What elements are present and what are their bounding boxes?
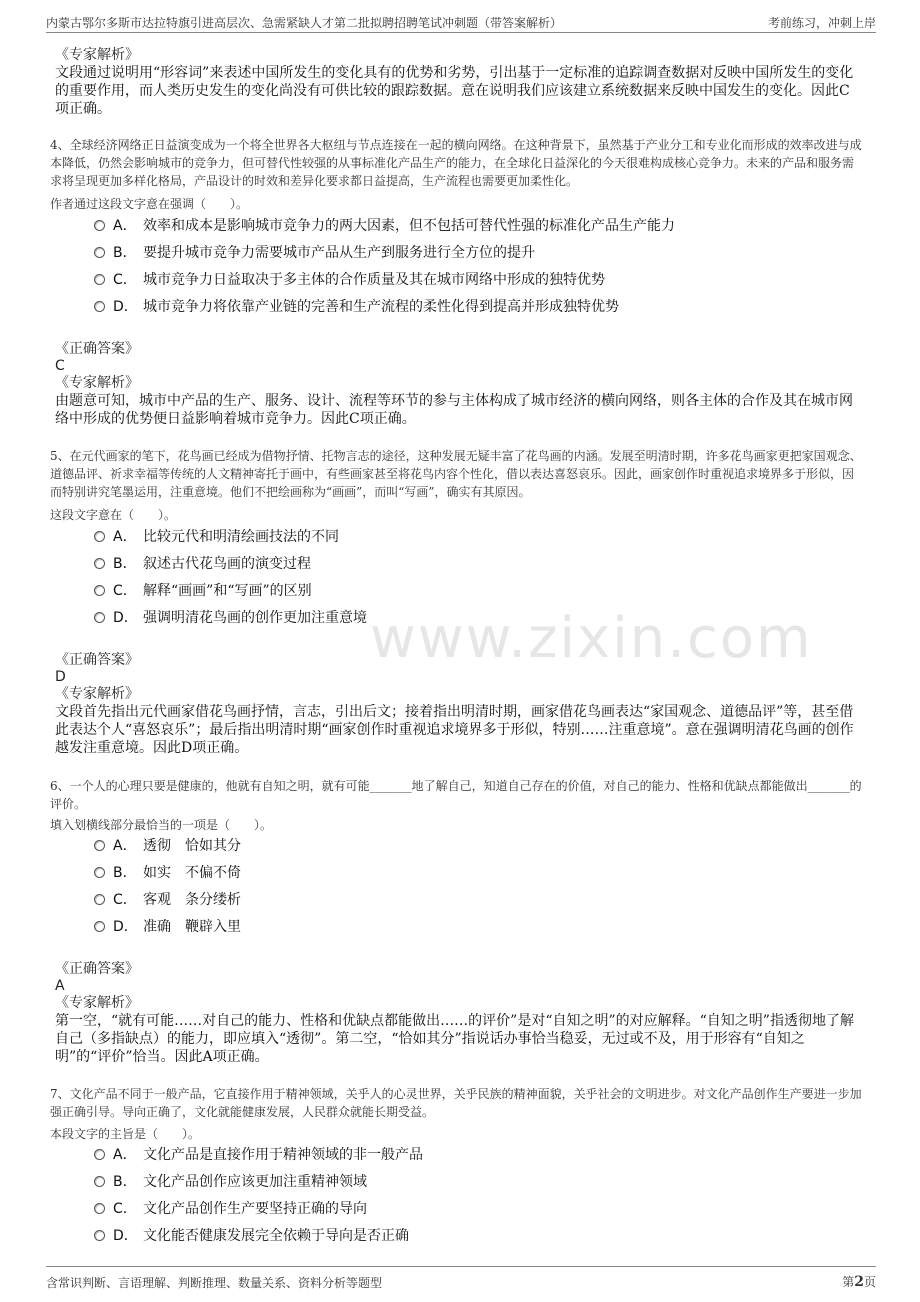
option-c[interactable]: C． 文化产品创作生产要坚持正确的导向 [94,1199,367,1219]
question-prompt: 这段文字意在（ ）。 [50,508,177,522]
radio-button[interactable] [94,840,105,851]
option-d[interactable]: D． 文化能否健康发展完全依赖于导向是否正确 [94,1226,409,1246]
option-c[interactable]: C． 解释“画画”和“写画”的区别 [94,581,312,601]
page-number: 第2页 [842,1274,876,1290]
radio-button[interactable] [94,531,105,542]
header-slogan: 考前练习，冲刺上岸 [767,16,876,30]
page-header [46,8,876,33]
option-d[interactable]: D． 准确 鞭辟入里 [94,917,241,937]
option-b[interactable]: B． 叙述古代花鸟画的演变过程 [94,554,311,574]
correct-answer-tag: 《正确答案》 [55,652,139,668]
expert-analysis-prev [55,46,860,118]
expert-analysis-text: 文段首先指出元代画家借花鸟画抒情，言志，引出后文；接着指出明清时期，画家借花鸟画表达“家国观念、道德品评”等，甚至借此表达个人“喜怒哀乐”；最后指出明清时期“画家创作时重视追求境界多于形似，特别……注重意境”。意在强调明清花鸟画的创作越发注重意境。因此D项正确。 [55,704,854,756]
question-text: 7、文化产品不同于一般产品，它直接作用于精神领域，关乎人的心灵世界，关乎民族的精神面貌，关乎社会的文明进步。对文化产品创作生产要进一步加强正确引导。导向正确了，文化就能健康发展，人民群众就能长期受益。 [50,1087,862,1119]
answer-section [55,340,860,428]
option-c[interactable]: C． 客观 条分缕析 [94,890,241,910]
watermark: www.zixin.com [370,606,813,671]
question-prompt: 本段文字的主旨是（ ）。 [50,1127,201,1141]
radio-button[interactable] [94,1176,105,1187]
option-a[interactable]: A． 文化产品是直接作用于精神领域的非一般产品 [94,1145,423,1165]
question-text: 6、一个人的心理只要是健康的，他就有自知之明，就有可能_______地了解自己，知道自己存在的价值，对自己的能力、性格和优缺点都能做出_______的评价。 [50,779,862,811]
correct-answer: C [55,358,65,374]
expert-analysis-text: 文段通过说明用“形容词”来表述中国所发生的变化具有的优势和劣势，引出基于一定标准的追踪调查数据对反映中国所发生的变化的重要作用，而人类历史发生的变化尚没有可供比较的跟踪数据。意在说明我们应该建立系统数据来反映中国发生的变化。因此C项正确。 [55,65,854,117]
question-prompt: 作者通过这段文字意在强调（ ）。 [50,197,249,211]
question-text: 5、在元代画家的笔下，花鸟画已经成为借物抒情、托物言志的途径，这种发展无疑丰富了花鸟画的内涵。发展至明清时期，许多花鸟画家更把家国观念、道德品评、祈求幸福等传统的人文精神寄托于画中，有些画家甚至将花鸟内容个性化，借以表达喜怒哀乐。因此，画家创作时重视追求境界多于形似，因而特别讲究笔墨运用，注重意境。他们不把绘画称为“画画”，而叫“写画”，确实有其原因。 [50,449,862,499]
footer-note: 含常识判断、言语理解、判断推理、数量关系、资料分析等题型 [46,1276,383,1290]
question-text: 4、全球经济网络正日益演变成为一个将全世界各大枢纽与节点连接在一起的横向网络。在这种背景下，虽然基于产业分工和专业化而形成的效率改进与成本降低，仍然会影响城市的竞争力，但可替代性较强的从事标准化产品生产的能力，在全球化日益深化的今天很难构成核心竞争力。未来的产品和服务需求将呈现更加多样化格局，产品设计的时效和差异化要求都日益提高，生产流程也需要更加柔性化。 [50,138,862,188]
expert-analysis-tag: 《专家解析》 [55,375,139,391]
correct-answer: A [55,978,65,994]
correct-answer-tag: 《正确答案》 [55,341,139,357]
option-a[interactable]: A． 透彻 恰如其分 [94,836,241,856]
option-c[interactable]: C． 城市竞争力日益取决于多主体的合作质量及其在城市网络中形成的独特优势 [94,270,605,290]
radio-button[interactable] [94,867,105,878]
radio-button[interactable] [94,301,105,312]
option-d[interactable]: D． 城市竞争力将依靠产业链的完善和生产流程的柔性化得到提高并形成独特优势 [94,297,619,317]
correct-answer-tag: 《正确答案》 [55,961,139,977]
radio-button[interactable] [94,274,105,285]
document-title: 内蒙古鄂尔多斯市达拉特旗引进高层次、急需紧缺人才第二批拟聘招聘笔试冲刺题（带答案解析） [46,16,563,30]
option-b[interactable]: B． 文化产品创作应该更加注重精神领域 [94,1172,367,1192]
radio-button[interactable] [94,585,105,596]
expert-analysis-tag: 《专家解析》 [55,995,139,1011]
radio-button[interactable] [94,247,105,258]
radio-button[interactable] [94,612,105,623]
answer-section [55,651,860,757]
radio-button[interactable] [94,894,105,905]
expert-analysis-tag: 《专家解析》 [55,686,139,702]
question-prompt: 填入划横线部分最恰当的一项是（ ）。 [50,818,273,832]
radio-button[interactable] [94,921,105,932]
option-a[interactable]: A． 比较元代和明清绘画技法的不同 [94,527,339,547]
radio-button[interactable] [94,1203,105,1214]
radio-button[interactable] [94,1230,105,1241]
expert-analysis-text: 由题意可知，城市中产品的生产、服务、设计、流程等环节的参与主体构成了城市经济的横向网络，则各主体的合作及其在城市网络中形成的优势便日益影响着城市竞争力。因此C项正确。 [55,393,853,427]
option-d[interactable]: D． 强调明清花鸟画的创作更加注重意境 [94,608,367,628]
option-a[interactable]: A． 效率和成本是影响城市竞争力的两大因素，但不包括可替代性强的标准化产品生产能力 [94,216,675,236]
option-b[interactable]: B． 要提升城市竞争力需要城市产品从生产到服务进行全方位的提升 [94,243,535,263]
correct-answer: D [55,669,66,685]
option-b[interactable]: B． 如实 不偏不倚 [94,863,241,883]
radio-button[interactable] [94,558,105,569]
answer-section [55,960,860,1066]
page-footer [46,1266,876,1293]
expert-analysis-text: 第一空，“就有可能……对自己的能力、性格和优缺点都能做出……的评价”是对“自知之明”的对应解释。“自知之明”指透彻地了解自己（多指缺点）的能力，即应填入“透彻”。第二空，“恰如其分”指说话办事恰当稳妥，无过或不及，用于形容有“自知之明”的“评价”恰当。因此A项正确。 [55,1013,854,1065]
radio-button[interactable] [94,220,105,231]
expert-analysis-tag: 《专家解析》 [55,47,139,63]
radio-button[interactable] [94,1149,105,1160]
